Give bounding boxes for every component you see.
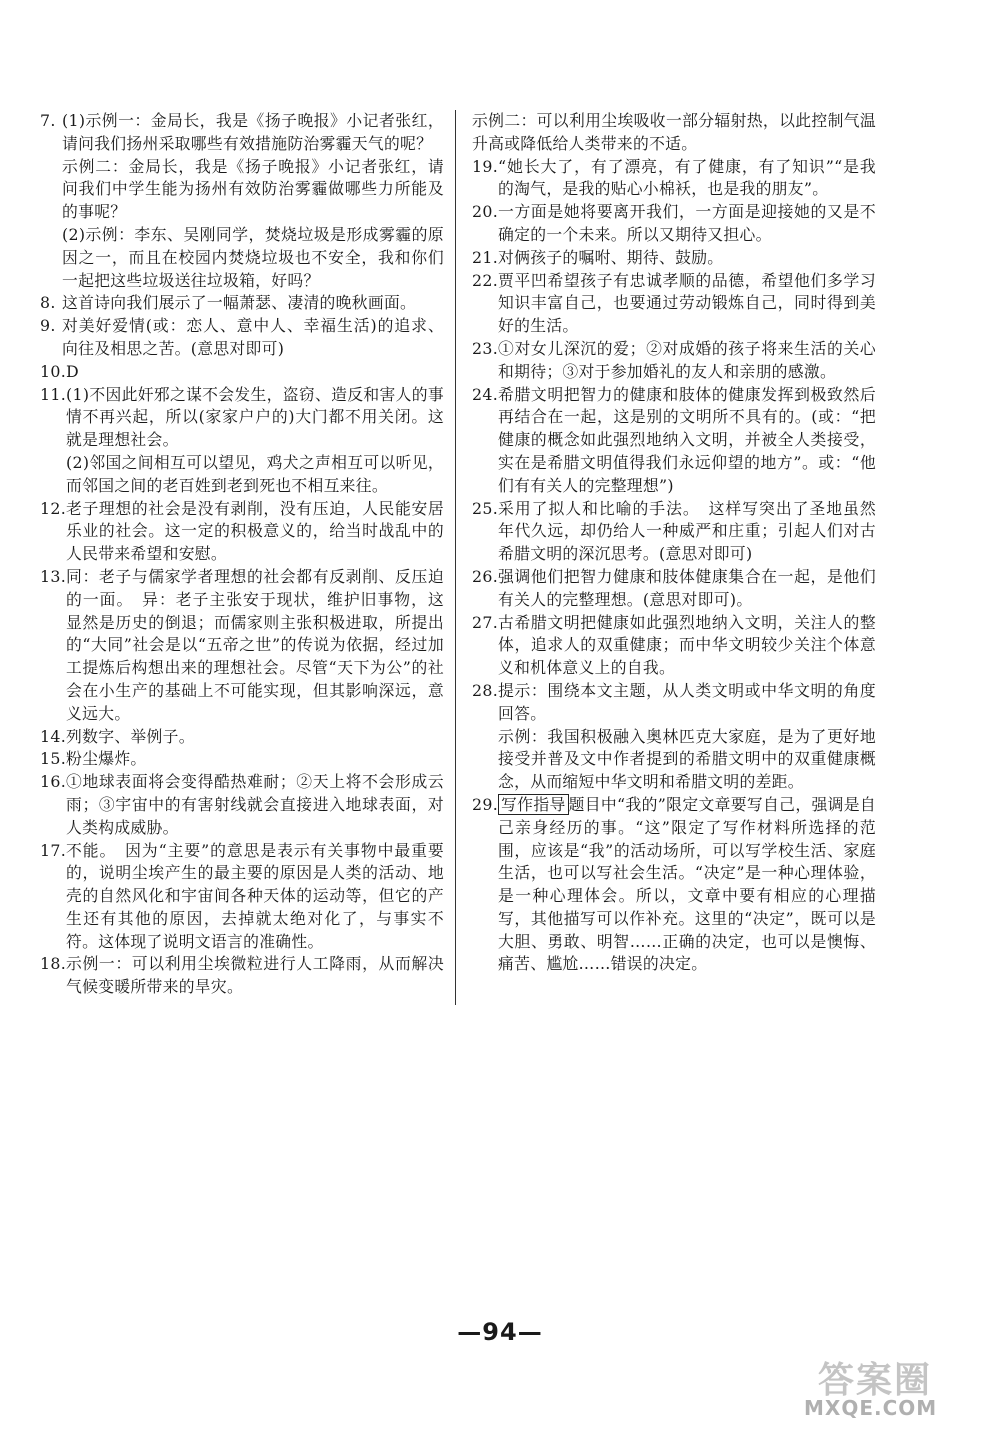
answer-text: 一方面是她将要离开我们，一方面是迎接她的又是不确定的一个未来。所以又期待又担心。 — [498, 202, 876, 244]
answer-body — [498, 201, 876, 247]
answer-number: 19. — [472, 156, 499, 176]
right-answer-list — [472, 156, 876, 977]
answer-body — [62, 315, 444, 361]
answer-body — [498, 270, 876, 338]
answer-number: 11. — [40, 384, 67, 404]
answer-text: 采用了拟人和比喻的手法。 这样写突出了圣地虽然年代久远，却仍给人一种威严和庄重；引起人们对古希腊文明的深沉思考。(意思对即可) — [498, 498, 876, 564]
answer-body — [498, 384, 876, 498]
answer-number: 24. — [472, 384, 499, 404]
answer-item — [40, 110, 444, 292]
answer-paragraph — [498, 680, 876, 726]
answer-item — [40, 292, 444, 315]
answer-number: 21. — [472, 247, 499, 267]
answer-item — [40, 498, 444, 566]
answer-body — [66, 748, 444, 771]
answer-number: 22. — [472, 270, 499, 290]
watermark-logo-text: 答案圈 — [818, 1360, 933, 1401]
answer-number: 13. — [40, 566, 67, 586]
answer-number: 10. — [40, 361, 67, 381]
answer-text: 提示：围绕本文主题，从人类文明或中华文明的角度回答。 — [498, 680, 876, 723]
answer-paragraph — [498, 201, 876, 247]
answer-text: (1)示例一：金局长，我是《扬子晚报》小记者张红，请问我们扬州采取哪些有效措施防治雾霾天气的呢？ — [62, 111, 444, 153]
answer-paragraph — [66, 566, 444, 726]
answer-item — [40, 361, 444, 384]
answer-body — [66, 384, 444, 498]
continued-answer-18: 示例二：可以利用尘埃吸收一部分辐射热，以此控制气温升高或降低给人类带来的不适。 — [472, 111, 876, 153]
answer-paragraph — [66, 953, 444, 999]
answer-item — [40, 384, 444, 498]
watermark-logo — [804, 1352, 972, 1422]
answer-body — [498, 498, 876, 566]
answer-body — [66, 498, 444, 566]
answer-text: (1)不因此奸邪之谋不会发生，盗窃、造反和害人的事情不再兴起，所以(家家户户的)大门都不用关闭。这就是理想社会。 — [66, 384, 444, 450]
answer-item — [40, 953, 444, 999]
answer-paragraph — [62, 156, 444, 224]
answer-paragraph — [66, 771, 444, 839]
answer-paragraph — [498, 156, 876, 202]
answer-paragraph — [498, 726, 876, 794]
answer-item — [472, 384, 876, 498]
answer-item — [40, 726, 444, 749]
answer-item — [472, 247, 876, 270]
answer-body — [66, 726, 444, 749]
answer-item — [472, 156, 876, 202]
answer-number: 28. — [472, 680, 499, 700]
answer-text: 对美好爱情(或：恋人、意中人、幸福生活)的追求、向往及相思之苦。(意思对即可) — [62, 316, 444, 358]
answer-paragraph — [498, 566, 876, 612]
answer-number: 15. — [40, 749, 67, 769]
answer-item — [40, 840, 444, 954]
answer-body — [498, 680, 876, 794]
answer-text: D — [66, 361, 79, 381]
answer-item — [472, 680, 876, 794]
answer-number: 27. — [472, 612, 499, 632]
answer-body — [498, 794, 876, 976]
answer-number: 12. — [40, 498, 67, 518]
answer-number: 23. — [472, 338, 499, 358]
answer-body — [498, 338, 876, 384]
answer-text: 列数字、举例子。 — [66, 726, 195, 746]
answer-number: 14. — [40, 726, 67, 746]
answer-number: 20. — [472, 202, 499, 222]
answer-body — [498, 156, 876, 202]
answer-text: 示例二：金局长，我是《扬子晚报》小记者张红，请问我们中学生能为扬州有效防治雾霾做哪些力所能及的事呢？ — [62, 156, 444, 222]
answer-text: 题目中“我的”限定文章要写自己，强调是自己亲身经历的事。“这”限定了写作材料所选择的范围，应该是“我”的活动场所，可以写学校生活、家庭生活，也可以写社会生活。“决定”是一种心理体验，是一种心理体会。所以，文章中要有相应的心理描写，其他描写可以作补充。这里的“决定”，既可以是大胆、勇敢、明智……正确的决定，也可以是懊悔、痛苦、尴尬……错误的决定。 — [498, 794, 876, 974]
answer-text: 粉尘爆炸。 — [66, 749, 147, 769]
answer-body — [498, 247, 876, 270]
answer-body — [498, 612, 876, 680]
answer-text: 示例一：可以利用尘埃微粒进行人工降雨，从而解决气候变暖所带来的旱灾。 — [66, 954, 444, 997]
answer-body — [66, 566, 444, 726]
column-divider — [455, 110, 456, 1005]
page-number: —94— — [457, 1318, 543, 1346]
answer-paragraph — [62, 224, 444, 292]
right-answer-column — [472, 110, 876, 976]
answer-text: 同：老子与儒家学者理想的社会都有反剥削、反压迫的一面。 异：老子主张安于现状，维护旧事物，这显然是历史的倒退；而儒家则主张积极进取，所提出的“大同”社会是以“五帝之世”的传说为依据，经过加工提炼后构想出来的理想社会。尽管“天下为公”的社会在小生产的基础上不可能实现，但其影响深远，意义远大。 — [66, 566, 444, 723]
answer-paragraph — [498, 612, 876, 680]
answer-paragraph — [62, 315, 444, 361]
answer-paragraph — [498, 498, 876, 566]
writing-guide-tag: 写作指导 — [498, 794, 569, 815]
answer-text: 示例：我国积极融入奥林匹克大家庭，是为了更好地接受并普及文中作者提到的希腊文明中的双重健康概念，从而缩短中华文明和希腊文明的差距。 — [498, 726, 876, 792]
answer-body — [66, 361, 444, 384]
answer-text: 强调他们把智力健康和肢体健康集合在一起，是他们有关人的完整理想。(意思对即可)。 — [498, 566, 876, 609]
answer-text: 对俩孩子的嘱咐、期待、鼓励。 — [498, 247, 724, 267]
answer-number: 17. — [40, 840, 67, 860]
answer-text: 老子理想的社会是没有剥削，没有压迫，人民能安居乐业的社会。这一定的积极意义的，给当时战乱中的人民带来希望和安慰。 — [66, 498, 444, 564]
answer-body — [66, 953, 444, 999]
answer-number: 8. — [40, 293, 56, 313]
answer-text: 希腊文明把智力的健康和肢体的健康发挥到极致然后再结合在一起，这是别的文明所不具有的。(或：“把健康的概念如此强烈地纳入文明，并被全人类接受，实在是希腊文明值得我们永远仰望的地方”。或：“他们有有关人的完整理想”) — [498, 384, 876, 495]
answer-paragraph — [66, 726, 444, 749]
answer-number: 16. — [40, 772, 67, 792]
answer-text: 古希腊文明把健康如此强烈地纳入文明，关注人的整体，追求人的双重健康；而中华文明较少关注个体意义和机体意义上的自我。 — [498, 612, 876, 678]
answer-paragraph — [62, 110, 444, 156]
answer-number: 9. — [40, 316, 56, 336]
answer-item — [40, 566, 444, 726]
answer-number: 18. — [40, 954, 67, 974]
answer-number: 29. — [472, 794, 499, 814]
answer-text: 贾平凹希望孩子有忠诚孝顺的品德，希望他们多学习知识丰富自己，也要通过劳动锻炼自己，同时得到美好的生活。 — [498, 270, 876, 336]
answer-paragraph — [498, 338, 876, 384]
answer-item — [472, 338, 876, 384]
answer-text: (2)示例：李东、吴刚同学，焚烧垃圾是形成雾霾的原因之一，而且在校园内焚烧垃圾也不安全，我和你们一起把这些垃圾送往垃圾箱，好吗？ — [62, 224, 444, 290]
answer-item — [472, 498, 876, 566]
answer-paragraph — [66, 840, 444, 954]
answer-text: 这首诗向我们展示了一幅萧瑟、凄清的晚秋画面。 — [62, 293, 417, 313]
answer-text: 不能。 因为“主要”的意思是表示有关事物中最重要的，说明尘埃产生的最主要的原因是人类的活动、地壳的自然风化和宇宙间各种天体的运动等，但它的产生还有其他的原因，去掉就太绝对化了，与事实不符。这体现了说明文语言的准确性。 — [66, 840, 444, 951]
answer-item — [40, 315, 444, 361]
answer-item — [472, 612, 876, 680]
answer-item — [472, 566, 876, 612]
answer-number: 25. — [472, 498, 499, 518]
answer-paragraph — [66, 384, 444, 452]
answer-paragraph — [498, 384, 876, 498]
answer-number: 7. — [40, 111, 56, 130]
answer-item — [40, 771, 444, 839]
answer-item — [40, 748, 444, 771]
answer-text: ①对女儿深沉的爱；②对成婚的孩子将来生活的关心和期待；③对于参加婚礼的友人和亲朋的感激。 — [498, 338, 876, 381]
answer-paragraph — [66, 498, 444, 566]
answer-paragraph — [498, 794, 876, 976]
answer-body — [66, 840, 444, 954]
answer-paragraph — [66, 361, 444, 384]
answer-paragraph — [498, 270, 876, 338]
answer-item — [472, 794, 876, 976]
answer-paragraph — [66, 748, 444, 771]
answer-text: “她长大了，有了漂亮，有了健康，有了知识”“是我的淘气，是我的贴心小棉袄，也是我的朋友”。 — [498, 156, 876, 199]
answer-body — [62, 110, 444, 292]
answer-body — [498, 566, 876, 612]
answer-paragraph — [66, 452, 444, 498]
answer-number: 26. — [472, 566, 499, 586]
answer-item — [472, 201, 876, 247]
answer-text: ①地球表面将会变得酷热难耐；②天上将不会形成云雨；③宇宙中的有害射线就会直接进入地球表面，对人类构成威胁。 — [66, 772, 444, 837]
watermark-url-text: MXQE.COM — [804, 1396, 938, 1420]
left-answer-column — [40, 110, 444, 999]
answer-body — [66, 771, 444, 839]
answer-body — [62, 292, 444, 315]
answer-text: (2)邻国之间相互可以望见，鸡犬之声相互可以听见，而邻国之间的老百姓到老到死也不相互来往。 — [66, 452, 444, 495]
answer-paragraph — [62, 292, 444, 315]
answer-item — [472, 270, 876, 338]
answer-paragraph — [498, 247, 876, 270]
